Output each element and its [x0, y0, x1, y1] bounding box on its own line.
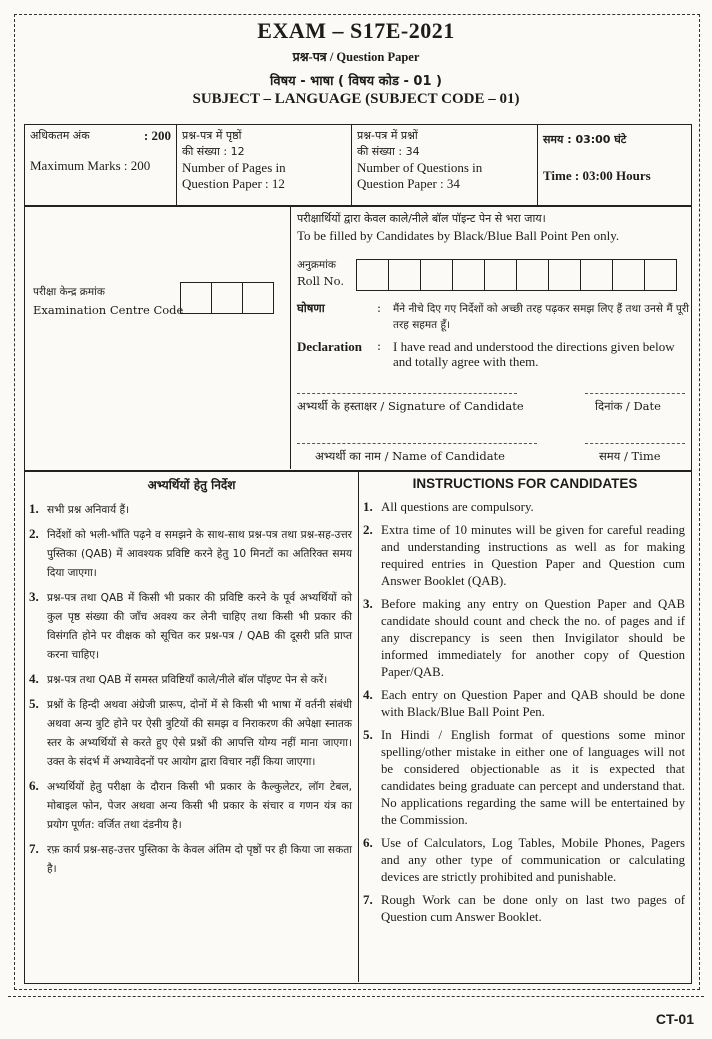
- instructions-box: [24, 471, 692, 984]
- time-cell: [538, 125, 691, 205]
- centre-code-panel: [25, 207, 291, 469]
- questions-hindi-2: की संख्या : 34: [357, 145, 420, 158]
- declaration-label: Declaration: [297, 339, 362, 354]
- instructions-hindi-column: [25, 472, 359, 982]
- instruction-number: 7.: [363, 892, 373, 907]
- max-marks-cell: [25, 125, 177, 205]
- instruction-text: निर्देशों को भली-भाँति पढ़ने व समझने के साथ-साथ प्रश्न-पत्र तथा प्रश्न-सह-उत्तर पुस्तिका (QAB) में आवश्यक प्रविष्टि करने हेतु 10 मिनटों का अतिरिक्त समय दिया जाएगा।: [47, 529, 352, 579]
- candidate-details-box: [24, 206, 692, 471]
- centre-code-boxes: [181, 282, 274, 314]
- signature-line[interactable]: [297, 393, 517, 394]
- instruction-item-hindi: [25, 526, 358, 583]
- time-hindi: समय : 03:00 घंटे: [543, 133, 627, 146]
- instruction-text: प्रश्न-पत्र तथा QAB में किसी भी प्रकार की प्रविष्टि करने के पूर्व अभ्यर्थियों को कुल पृष्ठ संख्या की जाँच अवश्य कर लेनी चाहिए तथा किसी भी प्रकार की विसंगति होने पर वीक्षक को सूचित कर प्रश्न-पत्र / QAB की दूसरी प्रति प्राप्त करना चाहिए।: [47, 592, 352, 661]
- signature-label: अभ्यर्थी के हस्ताक्षर / Signature of Candidate: [297, 399, 524, 413]
- questions-english-2: Question Paper : 34: [357, 176, 460, 191]
- instruction-text: Rough Work can be done only on last two pages of Question cum Answer Booklet.: [381, 893, 685, 924]
- exam-title: EXAM – S17E-2021: [257, 18, 455, 43]
- instruction-item-hindi: [25, 841, 358, 879]
- instructions-hindi-heading: अभ्यर्थियों हेतु निर्देश: [147, 478, 236, 492]
- date-label: दिनांक / Date: [595, 399, 661, 413]
- instruction-item-english: [359, 522, 691, 590]
- instruction-number: 2.: [29, 526, 39, 541]
- declaration-section: [297, 301, 689, 369]
- instructions-english-column: [359, 472, 691, 982]
- max-marks-value: : 200: [143, 128, 171, 143]
- instruction-number: 5.: [363, 727, 373, 742]
- roll-number-box[interactable]: [420, 259, 453, 291]
- instructions-english-list: [359, 499, 691, 926]
- roll-number-box[interactable]: [580, 259, 613, 291]
- date-line[interactable]: [585, 393, 685, 394]
- instruction-item-english: [359, 835, 691, 886]
- instruction-number: 6.: [363, 835, 373, 850]
- instructions-english-heading: INSTRUCTIONS FOR CANDIDATES: [412, 476, 638, 491]
- instruction-item-hindi: [25, 778, 358, 835]
- name-line[interactable]: [297, 443, 537, 444]
- instruction-number: 1.: [29, 501, 39, 516]
- header: [0, 18, 712, 108]
- instruction-text: Each entry on Question Paper and QAB should be done with Black/Blue Ball Point Pen.: [381, 688, 685, 719]
- roll-number-hindi: अनुक्रमांक: [297, 259, 336, 271]
- roll-number-box[interactable]: [484, 259, 517, 291]
- footer-cut-line: [8, 996, 704, 997]
- instruction-number: 3.: [29, 589, 39, 604]
- questions-english-1: Number of Questions in: [357, 160, 483, 175]
- roll-number-boxes: [357, 259, 677, 291]
- instruction-text: Before making any entry on Question Paper and QAB candidate should count and check the no. of pages and if any discrepancy is seen then Invigilator should be informed immediately for another copy of Question Paper/QAB.: [381, 597, 685, 679]
- instruction-item-hindi: [25, 696, 358, 772]
- questions-hindi-1: प्रश्न-पत्र में प्रश्नों: [357, 129, 418, 142]
- ghoshna-text: मैंने नीचे दिए गए निर्देशों को अच्छी तरह पढ़कर समझ लिए हैं तथा उनसे मैं पूरी तरह सहमत हूँ।: [393, 303, 689, 331]
- instruction-text: Use of Calculators, Log Tables, Mobile Phones, Pagers and any other type of communication or calculating devices are strictly prohibited and punishable.: [381, 836, 685, 884]
- question-paper-label: प्रश्न-पत्र / Question Paper: [292, 50, 420, 64]
- instruction-number: 5.: [29, 696, 39, 711]
- instruction-number: 4.: [29, 671, 39, 686]
- roll-number-box[interactable]: [388, 259, 421, 291]
- info-table: [24, 124, 692, 206]
- max-marks-hindi: अधिकतम अंक: [30, 129, 90, 142]
- roll-number-english: Roll No.: [297, 274, 345, 288]
- instruction-item-english: [359, 687, 691, 721]
- declaration-row: Declaration : I have read and understood the directions given below and totally agree with them.: [297, 339, 689, 369]
- roll-number-box[interactable]: [452, 259, 485, 291]
- roll-number-box[interactable]: [612, 259, 645, 291]
- centre-code-box[interactable]: [242, 282, 274, 314]
- instruction-number: 1.: [363, 499, 373, 514]
- roll-number-box[interactable]: [548, 259, 581, 291]
- centre-code-label: [33, 283, 183, 319]
- ghoshna-row: घोषणा : मैंने नीचे दिए गए निर्देशों को अच्छी तरह पढ़कर समझ लिए हैं तथा उनसे मैं पूरी तरह सहमत हूँ।: [297, 301, 689, 331]
- centre-code-box[interactable]: [180, 282, 212, 314]
- pages-english-1: Number of Pages in: [182, 160, 286, 175]
- instruction-text: प्रश्न-पत्र तथा QAB में समस्त प्रविष्टियाँ काले/नीले बॉल पॉइण्ट पेन से करें।: [47, 674, 328, 686]
- instruction-item-hindi: [25, 501, 358, 520]
- instruction-text: In Hindi / English format of questions some minor spelling/other mistake in either one of languages will not be considered objectionable as it is expected that candidates being graduate can percept and understand that. No applications regarding the same will be entertained by the Commission.: [381, 728, 685, 827]
- roll-number-box[interactable]: [356, 259, 389, 291]
- time-line[interactable]: [585, 443, 685, 444]
- instruction-number: 6.: [29, 778, 39, 793]
- instruction-number: 7.: [29, 841, 39, 856]
- instruction-text: Extra time of 10 minutes will be given for careful reading and understanding instructions as well as for making required entries in Question Paper and Question cum Answer Booklet (QAB).: [381, 523, 685, 588]
- centre-code-box[interactable]: [211, 282, 243, 314]
- subject-hindi: विषय - भाषा ( विषय कोड - 01 ): [270, 74, 442, 89]
- instruction-number: 3.: [363, 596, 373, 611]
- roll-number-box[interactable]: [516, 259, 549, 291]
- instruction-item-english: [359, 596, 691, 681]
- roll-number-label: [297, 257, 344, 289]
- instruction-item-english: [359, 727, 691, 829]
- fill-instruction-hindi: परीक्षार्थियों द्वारा केवल काले/नीले बॉल पॉइन्ट पेन से भरा जाय।: [297, 212, 546, 225]
- instruction-number: 2.: [363, 522, 373, 537]
- fill-instruction-english: To be filled by Candidates by Black/Blue Ball Point Pen only.: [297, 228, 620, 243]
- pages-hindi-1: प्रश्न-पत्र में पृष्ठों: [182, 129, 242, 142]
- instruction-text: सभी प्रश्न अनिवार्य हैं।: [47, 504, 130, 516]
- instruction-text: अभ्यर्थियों हेतु परीक्षा के दौरान किसी भी प्रकार के कैल्कुलेटर, लॉग टेबल, मोबाइल फोन, पेजर अथवा अन्य किसी भी प्रकार के संचार व गणन यंत्र का प्रयोग पूर्णत: वर्जित तथा दंडनीय है।: [47, 781, 352, 831]
- time-label: समय / Time: [599, 449, 661, 463]
- ghoshna-label: घोषणा: [297, 301, 325, 315]
- instruction-text: रफ़ कार्य प्रश्न-सह-उत्तर पुस्तिका के केवल अंतिम दो पृष्ठों पर ही किया जा सकता है।: [47, 844, 352, 875]
- pages-cell: [177, 125, 352, 205]
- roll-number-box[interactable]: [644, 259, 677, 291]
- instructions-hindi-list: [25, 501, 358, 879]
- questions-cell: [352, 125, 538, 205]
- instruction-item-english: [359, 892, 691, 926]
- max-marks-english: Maximum Marks : 200: [30, 158, 151, 173]
- subject-english: SUBJECT – LANGUAGE (SUBJECT CODE – 01): [192, 91, 520, 107]
- instruction-number: 4.: [363, 687, 373, 702]
- time-english: Time : 03:00 Hours: [543, 168, 651, 183]
- declaration-text: I have read and understood the directions given below and totally agree with them.: [393, 339, 675, 369]
- name-label: अभ्यर्थी का नाम / Name of Candidate: [315, 449, 505, 463]
- paper-code: CT-01: [655, 1011, 694, 1027]
- centre-code-hindi: परीक्षा केन्द्र क्रमांक: [33, 286, 105, 298]
- pages-hindi-2: की संख्या : 12: [182, 145, 245, 158]
- centre-code-english: Examination Centre Code: [33, 303, 184, 317]
- instruction-text: All questions are compulsory.: [381, 500, 534, 514]
- instruction-item-hindi: [25, 589, 358, 665]
- pages-english-2: Question Paper : 12: [182, 176, 285, 191]
- instruction-item-english: [359, 499, 691, 516]
- candidate-entry-panel: [295, 207, 691, 469]
- instruction-text: प्रश्नों के हिन्दी अथवा अंग्रेजी प्रारूप, दोनों में से किसी भी भाषा में वर्तनी संबंधी अथवा अन्य त्रुटि होने पर ऐसी त्रुटियों की समझ व निराकरण की अपेक्षा स्नातक स्तर के अभ्यर्थियों से करते हुए ऐसे प्रश्नों की आपत्ति योग्य नहीं माना जाएगा। उक्त के संदर्भ में अभ्यावेदनों पर आयोग द्वारा विचार नहीं किया जाएगा।: [47, 699, 352, 768]
- instruction-item-hindi: [25, 671, 358, 690]
